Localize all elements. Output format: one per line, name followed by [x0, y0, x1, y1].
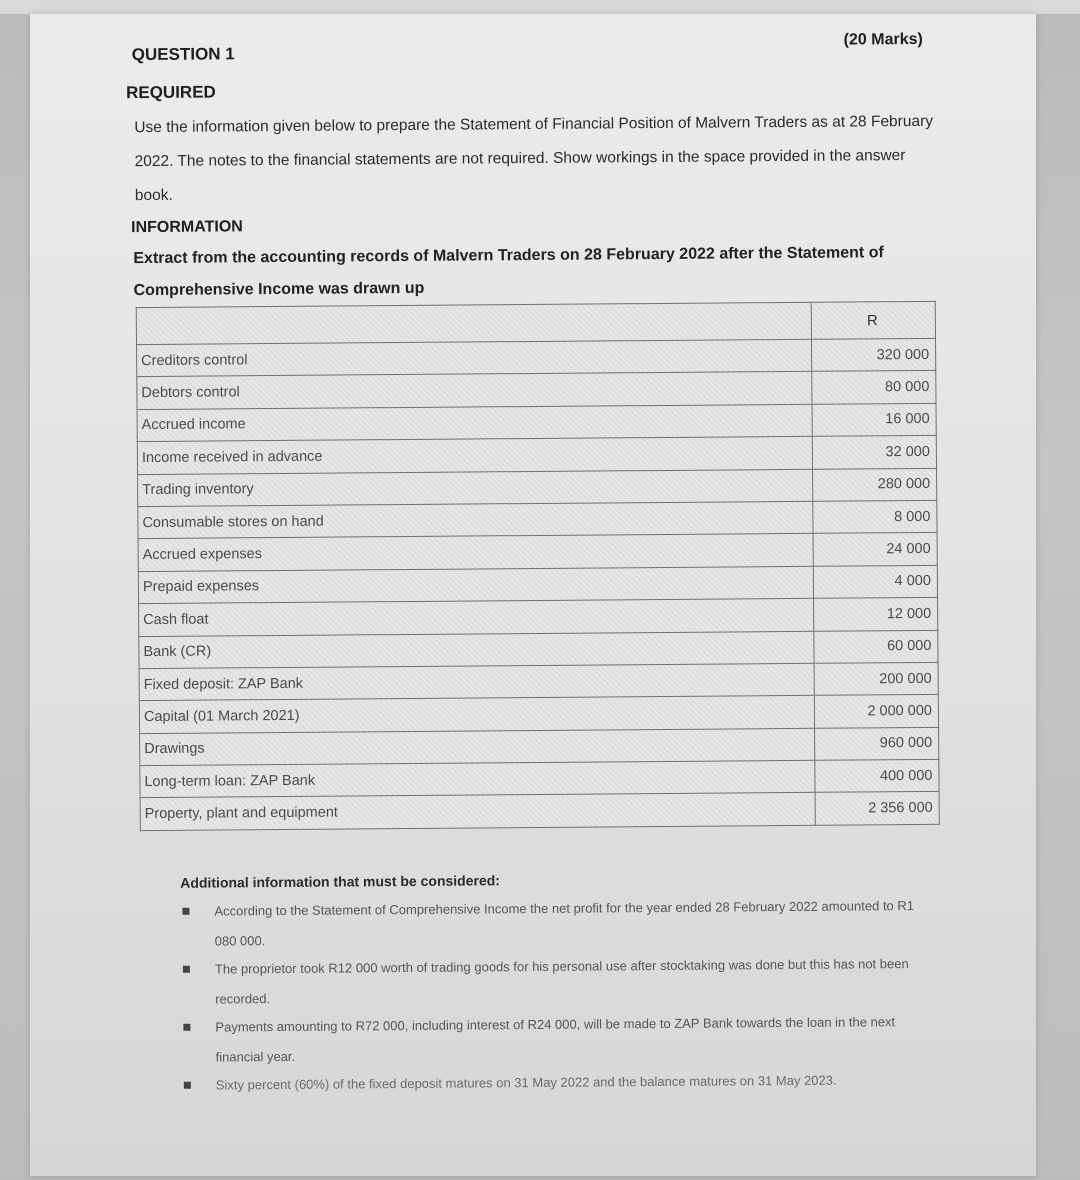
accounting-records-table — [136, 301, 940, 831]
row-label: Trading inventory — [138, 469, 813, 507]
square-bullet-icon — [182, 908, 189, 915]
row-amount: 32 000 — [812, 435, 936, 468]
row-label: Fixed deposit: ZAP Bank — [139, 663, 814, 701]
row-amount: 80 000 — [812, 371, 936, 404]
row-label: Debtors control — [137, 372, 812, 410]
document-page — [30, 14, 1036, 1176]
square-bullet-icon — [183, 1024, 190, 1031]
additional-info-heading: Additional information that must be considered: — [180, 872, 500, 891]
row-label: Creditors control — [137, 339, 812, 377]
row-label: Drawings — [140, 728, 815, 766]
row-amount: 320 000 — [812, 338, 936, 371]
square-bullet-icon — [183, 966, 190, 973]
row-label: Accrued expenses — [138, 534, 813, 572]
information-heading: INFORMATION — [131, 218, 243, 237]
row-amount: 4 000 — [813, 565, 937, 598]
row-label: Prepaid expenses — [138, 566, 813, 604]
row-amount: 12 000 — [814, 597, 938, 630]
row-label: Income received in advance — [137, 436, 812, 474]
row-amount: 2 356 000 — [815, 792, 939, 825]
document-content — [25, 10, 1040, 1180]
row-amount: 960 000 — [815, 727, 939, 760]
row-label: Bank (CR) — [139, 631, 814, 669]
row-amount: 24 000 — [813, 533, 937, 566]
note-text: According to the Statement of Comprehensive Income the net profit for the year ended 28 February 2022 amounted to R1 080 000. — [214, 898, 915, 949]
additional-info-list — [182, 891, 924, 1101]
row-amount: 8 000 — [813, 500, 937, 533]
row-amount: 60 000 — [814, 630, 938, 663]
table-header-row — [136, 301, 935, 344]
list-item — [182, 891, 922, 955]
header-description-cell — [136, 302, 811, 344]
table-row — [140, 792, 939, 831]
row-label: Accrued income — [137, 404, 812, 442]
extract-heading: Extract from the accounting records of Malvern Traders on 28 February 2022 after the Statement of Comprehensive Income was drawn up — [133, 244, 884, 300]
list-item — [184, 1065, 924, 1101]
list-item — [183, 1007, 923, 1071]
row-label: Cash float — [139, 598, 814, 636]
note-text: The proprietor took R12 000 worth of trading goods for his personal use after stocktaking was done but this has not been recorded. — [214, 956, 909, 1007]
list-item — [183, 949, 923, 1013]
instructions-text: Use the information given below to prepare the Statement of Financial Position of Malvern Traders as at 28 February 2022. The notes to the financial statements are not required. Show workings in the space provided in the answer book. — [134, 112, 934, 205]
currency-header: R — [811, 301, 935, 339]
row-amount: 200 000 — [814, 662, 938, 695]
row-label: Long-term loan: ZAP Bank — [140, 760, 815, 798]
square-bullet-icon — [184, 1082, 191, 1089]
row-amount: 400 000 — [815, 759, 939, 792]
row-amount: 16 000 — [812, 403, 936, 436]
note-text: Payments amounting to R72 000, including interest of R24 000, will be made to ZAP Bank towards the loan in the next financial year. — [215, 1014, 896, 1065]
row-label: Property, plant and equipment — [140, 793, 815, 831]
row-label: Capital (01 March 2021) — [139, 696, 814, 734]
required-heading: REQUIRED — [125, 82, 216, 103]
row-amount: 2 000 000 — [814, 695, 938, 728]
marks-label: (20 Marks) — [843, 30, 923, 49]
row-label: Consumable stores on hand — [138, 501, 813, 539]
row-amount: 280 000 — [813, 468, 937, 501]
note-text: Sixty percent (60%) of the fixed deposit matures on 31 May 2022 and the balance matures on 31 May 2023. — [215, 1072, 837, 1093]
question-title: QUESTION 1 — [131, 44, 235, 65]
